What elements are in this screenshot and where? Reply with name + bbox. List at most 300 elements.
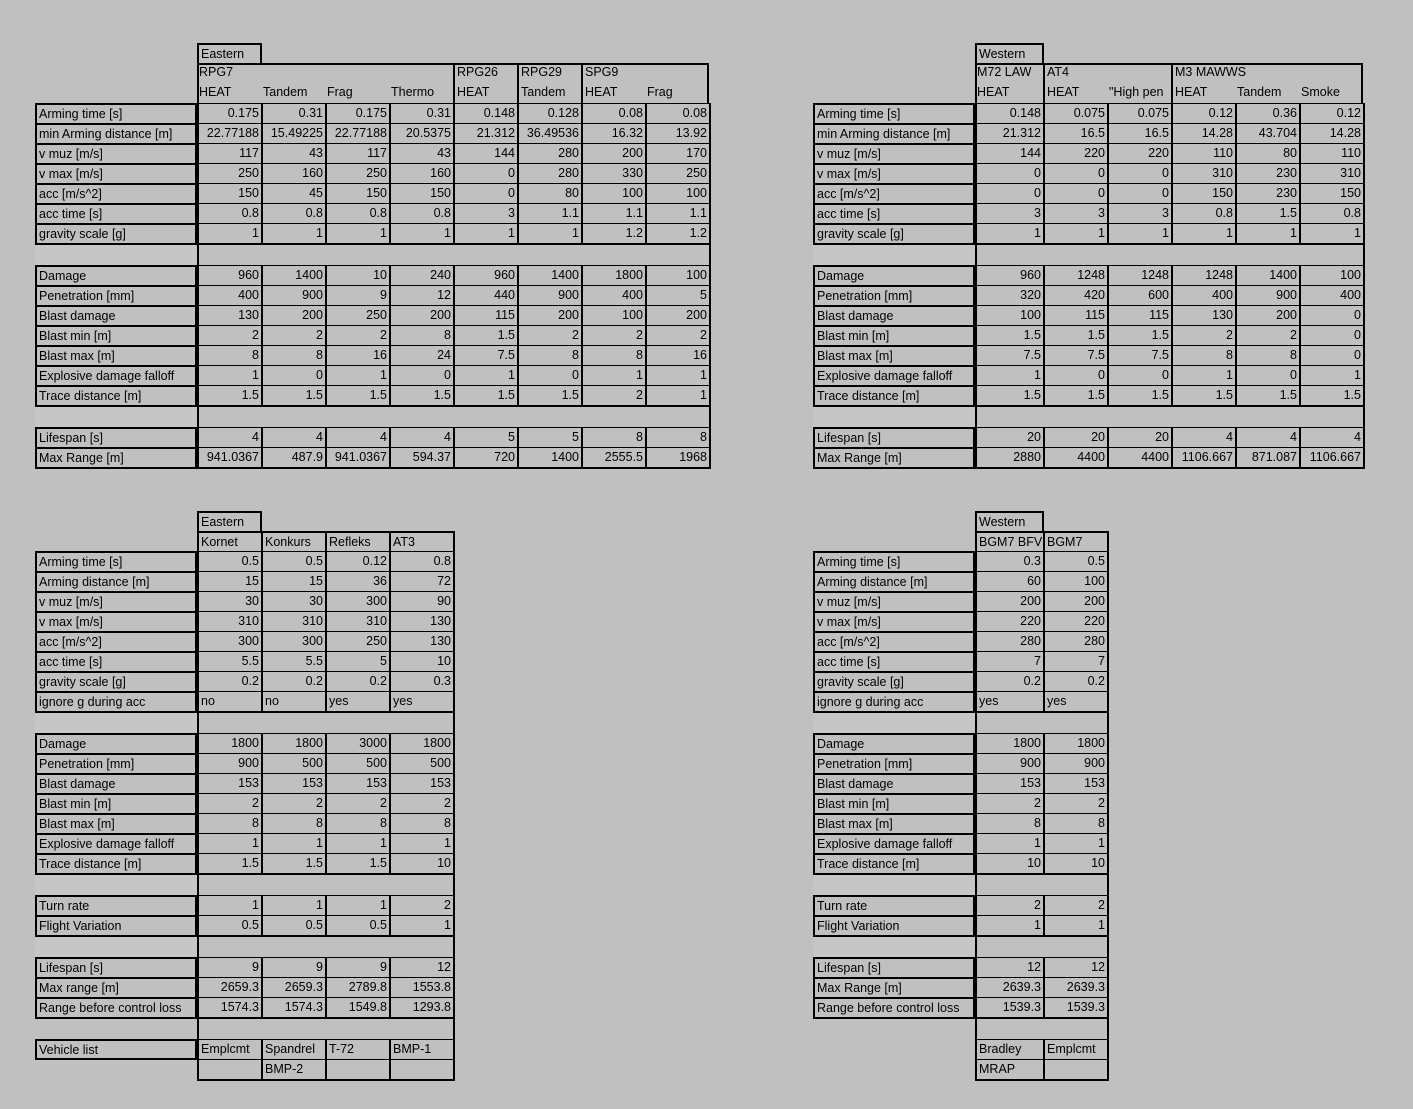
value-cell[interactable]: 100 [581,183,645,203]
value-cell[interactable]: 1.1 [517,203,581,223]
value-cell[interactable]: 3 [1107,203,1171,223]
value-cell[interactable]: 487.9 [261,447,325,469]
value-cell[interactable]: 45 [261,183,325,203]
weapon-header[interactable]: Konkurs [261,531,325,552]
value-cell[interactable]: 4 [1171,427,1235,447]
value-cell[interactable]: 200 [581,143,645,163]
value-cell[interactable]: 4 [197,427,261,447]
row-label[interactable]: Max Range [m] [35,447,197,469]
row-label[interactable]: Damage [813,733,975,753]
value-cell[interactable]: 1.5 [261,853,325,875]
row-label[interactable]: Explosive damage falloff [813,365,975,385]
value-cell[interactable]: 72 [389,571,455,591]
value-cell[interactable]: 4400 [1043,447,1107,469]
value-cell[interactable]: 2639.3 [1043,977,1109,997]
value-cell[interactable]: 0.148 [453,103,517,123]
row-label[interactable]: Damage [813,265,975,285]
value-cell[interactable]: 8 [581,427,645,447]
value-cell[interactable]: 900 [1043,753,1109,773]
value-cell[interactable]: 22.77188 [325,123,389,143]
vehicle-cell[interactable] [1043,1059,1109,1081]
value-cell[interactable]: 2 [975,793,1043,813]
value-cell[interactable]: 15 [261,571,325,591]
value-cell[interactable]: 600 [1107,285,1171,305]
region-header[interactable]: Western [975,511,1044,532]
value-cell[interactable]: 4 [325,427,389,447]
value-cell[interactable]: 144 [975,143,1043,163]
value-cell[interactable]: 7 [1043,651,1109,671]
value-cell[interactable]: 1 [1043,833,1109,853]
value-cell[interactable]: 0.8 [1299,203,1365,223]
value-cell[interactable]: 1 [325,365,389,385]
value-cell[interactable]: 1 [453,223,517,245]
value-cell[interactable]: 5.5 [261,651,325,671]
row-label[interactable]: Blast min [m] [813,793,975,813]
value-cell[interactable]: 7.5 [453,345,517,365]
value-cell[interactable]: 153 [197,773,261,793]
value-cell[interactable]: 0.12 [325,551,389,571]
value-cell[interactable]: 16.5 [1043,123,1107,143]
value-cell[interactable]: 9 [325,285,389,305]
value-cell[interactable]: 280 [975,631,1043,651]
row-label[interactable]: Arming time [s] [813,103,975,123]
value-cell[interactable]: 400 [581,285,645,305]
value-cell[interactable]: 5 [325,651,389,671]
row-label[interactable]: Lifespan [s] [35,427,197,447]
value-cell[interactable]: 900 [197,753,261,773]
value-cell[interactable]: 2555.5 [581,447,645,469]
value-cell[interactable]: 0.175 [197,103,261,123]
row-label[interactable]: Max Range [m] [813,977,975,997]
value-cell[interactable]: 0.175 [325,103,389,123]
value-cell[interactable]: 960 [975,265,1043,285]
value-cell[interactable]: 36.49536 [517,123,581,143]
value-cell[interactable]: 2 [1235,325,1299,345]
value-cell[interactable]: 960 [197,265,261,285]
value-cell[interactable]: 0 [975,163,1043,183]
row-label[interactable]: Blast damage [813,773,975,793]
value-cell[interactable]: 0 [1107,365,1171,385]
value-cell[interactable]: 400 [197,285,261,305]
value-cell[interactable]: 7 [975,651,1043,671]
value-cell[interactable]: 200 [261,305,325,325]
row-label[interactable]: v max [m/s] [813,163,975,183]
row-label[interactable]: Damage [35,265,197,285]
value-cell[interactable]: 5.5 [197,651,261,671]
value-cell[interactable]: 900 [517,285,581,305]
value-cell[interactable]: 1400 [1235,265,1299,285]
value-cell[interactable]: 1.1 [581,203,645,223]
value-cell[interactable]: 2 [325,793,389,813]
weapon-variant-header[interactable]: Thermo [391,85,435,99]
value-cell[interactable]: 22.77188 [197,123,261,143]
value-cell[interactable]: 153 [389,773,455,793]
value-cell[interactable]: 1.5 [1235,203,1299,223]
value-cell[interactable]: 200 [389,305,453,325]
value-cell[interactable]: 900 [1235,285,1299,305]
value-cell[interactable]: 0.31 [389,103,453,123]
row-label[interactable]: min Arming distance [m] [813,123,975,143]
value-cell[interactable]: 1.5 [1107,325,1171,345]
value-cell[interactable]: 9 [325,957,389,977]
value-cell[interactable]: 10 [1043,853,1109,875]
weapon-variant-header[interactable]: HEAT [453,83,517,103]
row-label[interactable]: Damage [35,733,197,753]
value-cell[interactable]: 8 [645,427,711,447]
row-label[interactable]: Blast max [m] [35,345,197,365]
value-cell[interactable]: 24 [389,345,453,365]
row-label[interactable]: Arming time [s] [35,551,197,571]
value-cell[interactable]: 2 [325,325,389,345]
value-cell[interactable]: 1 [1043,915,1109,937]
value-cell[interactable]: 720 [453,447,517,469]
value-cell[interactable]: 8 [581,345,645,365]
value-cell[interactable]: 8 [325,813,389,833]
value-cell[interactable]: 0.5 [1043,551,1109,571]
value-cell[interactable]: 1248 [1171,265,1235,285]
value-cell[interactable]: 1106.667 [1299,447,1365,469]
value-cell[interactable]: 0 [1043,183,1107,203]
weapon-variant-header[interactable]: HEAT [1043,83,1107,103]
value-cell[interactable]: 14.28 [1299,123,1365,143]
value-cell[interactable]: 1800 [581,265,645,285]
value-cell[interactable]: 1248 [1107,265,1171,285]
value-cell[interactable]: 0.5 [197,551,261,571]
value-cell[interactable]: 5 [645,285,711,305]
row-label[interactable]: Arming time [s] [813,551,975,571]
value-cell[interactable]: 0 [1235,365,1299,385]
value-cell[interactable]: 115 [1043,305,1107,325]
value-cell[interactable]: 0 [1107,163,1171,183]
value-cell[interactable]: 100 [581,305,645,325]
value-cell[interactable]: 1800 [1043,733,1109,753]
row-label[interactable]: Explosive damage falloff [35,365,197,385]
value-cell[interactable]: 250 [197,163,261,183]
row-label[interactable]: Blast min [m] [35,325,197,345]
row-label[interactable]: Turn rate [35,895,197,915]
value-cell[interactable]: 2 [645,325,711,345]
row-label[interactable]: acc time [s] [35,651,197,671]
value-cell[interactable]: 1.5 [1171,385,1235,407]
value-cell[interactable]: 0 [1043,365,1107,385]
weapon-variant-header[interactable]: Frag [647,85,673,99]
value-cell[interactable]: 300 [261,631,325,651]
vehicle-cell[interactable]: Emplcmt [197,1039,261,1059]
row-label[interactable]: Penetration [mm] [813,285,975,305]
vehicle-cell[interactable]: BMP-1 [389,1039,455,1059]
value-cell[interactable]: 1293.8 [389,997,455,1019]
value-cell[interactable]: 8 [1235,345,1299,365]
value-cell[interactable]: 10 [975,853,1043,875]
value-cell[interactable]: 2 [197,325,261,345]
value-cell[interactable]: 4400 [1107,447,1171,469]
value-cell[interactable]: 1800 [261,733,325,753]
value-cell[interactable]: 0.5 [261,551,325,571]
value-cell[interactable]: 0.2 [325,671,389,691]
value-cell[interactable]: 8 [261,345,325,365]
value-cell[interactable]: 1.5 [1299,385,1365,407]
value-cell[interactable]: 2659.3 [197,977,261,997]
row-label[interactable]: acc [m/s^2] [813,183,975,203]
value-cell[interactable]: yes [975,691,1043,713]
value-cell[interactable]: 160 [389,163,453,183]
value-cell[interactable]: 0.8 [261,203,325,223]
value-cell[interactable]: 1 [389,833,455,853]
value-cell[interactable]: 2 [517,325,581,345]
value-cell[interactable]: 1 [261,833,325,853]
value-cell[interactable]: 153 [975,773,1043,793]
value-cell[interactable]: 4 [261,427,325,447]
value-cell[interactable]: 9 [261,957,325,977]
value-cell[interactable]: 1 [197,365,261,385]
value-cell[interactable]: 1.5 [975,385,1043,407]
value-cell[interactable]: 1 [197,223,261,245]
value-cell[interactable]: 200 [645,305,711,325]
value-cell[interactable]: 1 [325,223,389,245]
row-label[interactable]: Max range [m] [35,977,197,997]
value-cell[interactable]: 310 [325,611,389,631]
value-cell[interactable]: 5 [517,427,581,447]
value-cell[interactable]: 0 [389,365,453,385]
value-cell[interactable]: 1.5 [389,385,453,407]
value-cell[interactable]: 280 [517,163,581,183]
value-cell[interactable]: 8 [197,345,261,365]
region-header[interactable]: Western [975,43,1044,64]
value-cell[interactable]: 8 [1043,813,1109,833]
weapon-group-header[interactable] [645,63,709,83]
value-cell[interactable]: 0.8 [389,203,453,223]
row-label[interactable]: Max Range [m] [813,447,975,469]
value-cell[interactable]: 16 [325,345,389,365]
value-cell[interactable]: 8 [389,325,453,345]
value-cell[interactable]: 0.5 [261,915,325,937]
value-cell[interactable]: no [261,691,325,713]
value-cell[interactable]: 100 [975,305,1043,325]
value-cell[interactable]: 1 [581,365,645,385]
value-cell[interactable]: 1.5 [453,325,517,345]
value-cell[interactable]: 1.5 [1043,325,1107,345]
weapon-variant-header[interactable]: HEAT [199,85,232,99]
value-cell[interactable]: 1574.3 [197,997,261,1019]
weapon-group-header[interactable]: SPG9 [581,63,645,83]
value-cell[interactable]: 0.5 [325,915,389,937]
value-cell[interactable]: 250 [325,305,389,325]
value-cell[interactable]: 100 [1043,571,1109,591]
row-label[interactable]: acc [m/s^2] [35,631,197,651]
value-cell[interactable]: 170 [645,143,711,163]
value-cell[interactable]: 0.2 [975,671,1043,691]
value-cell[interactable]: 1 [1043,223,1107,245]
value-cell[interactable]: 0.8 [325,203,389,223]
value-cell[interactable]: 200 [1043,591,1109,611]
row-label[interactable]: Penetration [mm] [35,753,197,773]
value-cell[interactable]: 250 [645,163,711,183]
value-cell[interactable]: 12 [389,285,453,305]
value-cell[interactable]: 8 [975,813,1043,833]
value-cell[interactable]: 43 [389,143,453,163]
value-cell[interactable]: 21.312 [975,123,1043,143]
value-cell[interactable]: 0.8 [197,203,261,223]
value-cell[interactable]: yes [325,691,389,713]
vehicle-cell[interactable]: T-72 [325,1039,389,1059]
value-cell[interactable]: 16.5 [1107,123,1171,143]
value-cell[interactable]: 240 [389,265,453,285]
value-cell[interactable]: 2 [261,793,325,813]
weapon-group-header[interactable] [325,63,389,83]
value-cell[interactable]: 941.0367 [325,447,389,469]
value-cell[interactable]: 117 [197,143,261,163]
value-cell[interactable]: 80 [517,183,581,203]
value-cell[interactable]: 200 [975,591,1043,611]
value-cell[interactable]: 2639.3 [975,977,1043,997]
value-cell[interactable]: 0.2 [197,671,261,691]
vehicle-list-label[interactable]: Vehicle list [35,1039,197,1060]
row-label[interactable]: Blast damage [813,305,975,325]
value-cell[interactable]: 310 [261,611,325,631]
value-cell[interactable]: 43.704 [1235,123,1299,143]
value-cell[interactable]: 20 [975,427,1043,447]
value-cell[interactable]: 0.075 [1043,103,1107,123]
value-cell[interactable]: 13.92 [645,123,711,143]
value-cell[interactable]: 1968 [645,447,711,469]
row-label[interactable]: Arming time [s] [35,103,197,123]
value-cell[interactable]: 1 [197,833,261,853]
value-cell[interactable]: 3 [453,203,517,223]
weapon-group-header[interactable] [1299,63,1363,83]
value-cell[interactable]: 1 [975,833,1043,853]
value-cell[interactable]: 4 [1299,427,1365,447]
value-cell[interactable]: 280 [1043,631,1109,651]
value-cell[interactable]: 0 [1299,305,1365,325]
weapon-variant-header[interactable]: "High pen [1109,85,1164,99]
row-label[interactable]: v max [m/s] [813,611,975,631]
value-cell[interactable]: 115 [1107,305,1171,325]
vehicle-cell[interactable]: Emplcmt [1043,1039,1109,1059]
value-cell[interactable]: yes [1043,691,1109,713]
value-cell[interactable]: 0 [261,365,325,385]
value-cell[interactable]: 1 [975,223,1043,245]
value-cell[interactable]: 7.5 [975,345,1043,365]
value-cell[interactable]: 9 [197,957,261,977]
row-label[interactable]: acc [m/s^2] [35,183,197,203]
value-cell[interactable]: 8 [197,813,261,833]
value-cell[interactable]: 1 [975,365,1043,385]
row-label[interactable]: Blast max [m] [35,813,197,833]
value-cell[interactable]: 1.2 [645,223,711,245]
value-cell[interactable]: 150 [1299,183,1365,203]
weapon-group-header[interactable] [389,63,453,83]
row-label[interactable]: Blast damage [35,305,197,325]
weapon-group-header[interactable]: AT4 [1043,63,1107,83]
vehicle-cell[interactable]: BMP-2 [261,1059,325,1081]
weapon-group-header[interactable]: RPG26 [453,63,517,83]
vehicle-cell[interactable] [197,1059,261,1081]
row-label[interactable]: Turn rate [813,895,975,915]
value-cell[interactable]: 0.08 [581,103,645,123]
value-cell[interactable]: 1539.3 [975,997,1043,1019]
value-cell[interactable]: 0.075 [1107,103,1171,123]
value-cell[interactable]: 60 [975,571,1043,591]
value-cell[interactable]: 1.5 [1235,385,1299,407]
value-cell[interactable]: yes [389,691,455,713]
row-label[interactable]: Arming distance [m] [813,571,975,591]
weapon-variant-header[interactable]: HEAT [977,85,1010,99]
value-cell[interactable]: 110 [1171,143,1235,163]
value-cell[interactable]: 7.5 [1043,345,1107,365]
value-cell[interactable]: 1800 [975,733,1043,753]
value-cell[interactable]: 144 [453,143,517,163]
row-label[interactable]: Explosive damage falloff [813,833,975,853]
region-header[interactable]: Eastern [197,43,262,64]
value-cell[interactable]: 1.5 [975,325,1043,345]
row-label[interactable]: Explosive damage falloff [35,833,197,853]
value-cell[interactable]: 300 [197,631,261,651]
row-label[interactable]: Arming distance [m] [35,571,197,591]
row-label[interactable]: v muz [m/s] [813,591,975,611]
value-cell[interactable]: 90 [389,591,455,611]
weapon-group-header[interactable]: RPG29 [517,63,581,83]
vehicle-cell[interactable]: Bradley [975,1039,1043,1059]
row-label[interactable]: Lifespan [s] [35,957,197,977]
value-cell[interactable]: 1574.3 [261,997,325,1019]
value-cell[interactable]: 1 [645,365,711,385]
value-cell[interactable]: 7.5 [1107,345,1171,365]
value-cell[interactable]: 220 [975,611,1043,631]
value-cell[interactable]: 220 [1043,611,1109,631]
row-label[interactable]: v muz [m/s] [35,143,197,163]
value-cell[interactable]: 150 [389,183,453,203]
value-cell[interactable]: 1106.667 [1171,447,1235,469]
value-cell[interactable]: 420 [1043,285,1107,305]
row-label[interactable]: ignore g during acc [813,691,975,713]
value-cell[interactable]: 8 [389,813,455,833]
value-cell[interactable]: 2 [1171,325,1235,345]
value-cell[interactable]: 0 [517,365,581,385]
row-label[interactable]: Trace distance [m] [35,853,197,875]
value-cell[interactable]: 594.37 [389,447,453,469]
value-cell[interactable]: 1800 [389,733,455,753]
value-cell[interactable]: 2 [581,385,645,407]
value-cell[interactable]: 10 [325,265,389,285]
weapon-variant-header[interactable]: Smoke [1301,85,1340,99]
value-cell[interactable]: 2 [389,793,455,813]
value-cell[interactable]: 0.5 [197,915,261,937]
value-cell[interactable]: 130 [389,631,455,651]
value-cell[interactable]: 3000 [325,733,389,753]
value-cell[interactable]: 100 [645,265,711,285]
value-cell[interactable]: 10 [389,651,455,671]
value-cell[interactable]: 400 [1171,285,1235,305]
row-label[interactable]: Penetration [mm] [35,285,197,305]
value-cell[interactable]: 0.8 [389,551,455,571]
value-cell[interactable]: 3 [1043,203,1107,223]
weapon-variant-header[interactable]: Tandem [517,83,581,103]
value-cell[interactable]: 1 [389,223,453,245]
value-cell[interactable]: 1.5 [453,385,517,407]
value-cell[interactable]: 100 [645,183,711,203]
value-cell[interactable]: 115 [453,305,517,325]
value-cell[interactable]: 30 [261,591,325,611]
row-label[interactable]: v muz [m/s] [813,143,975,163]
value-cell[interactable]: 0.36 [1235,103,1299,123]
value-cell[interactable]: 3 [975,203,1043,223]
value-cell[interactable]: 0 [1299,325,1365,345]
value-cell[interactable]: 0.31 [261,103,325,123]
weapon-header[interactable]: AT3 [389,531,455,552]
row-label[interactable]: Trace distance [m] [813,853,975,875]
weapon-header[interactable]: BGM7 BFV [975,531,1043,552]
value-cell[interactable]: 1553.8 [389,977,455,997]
